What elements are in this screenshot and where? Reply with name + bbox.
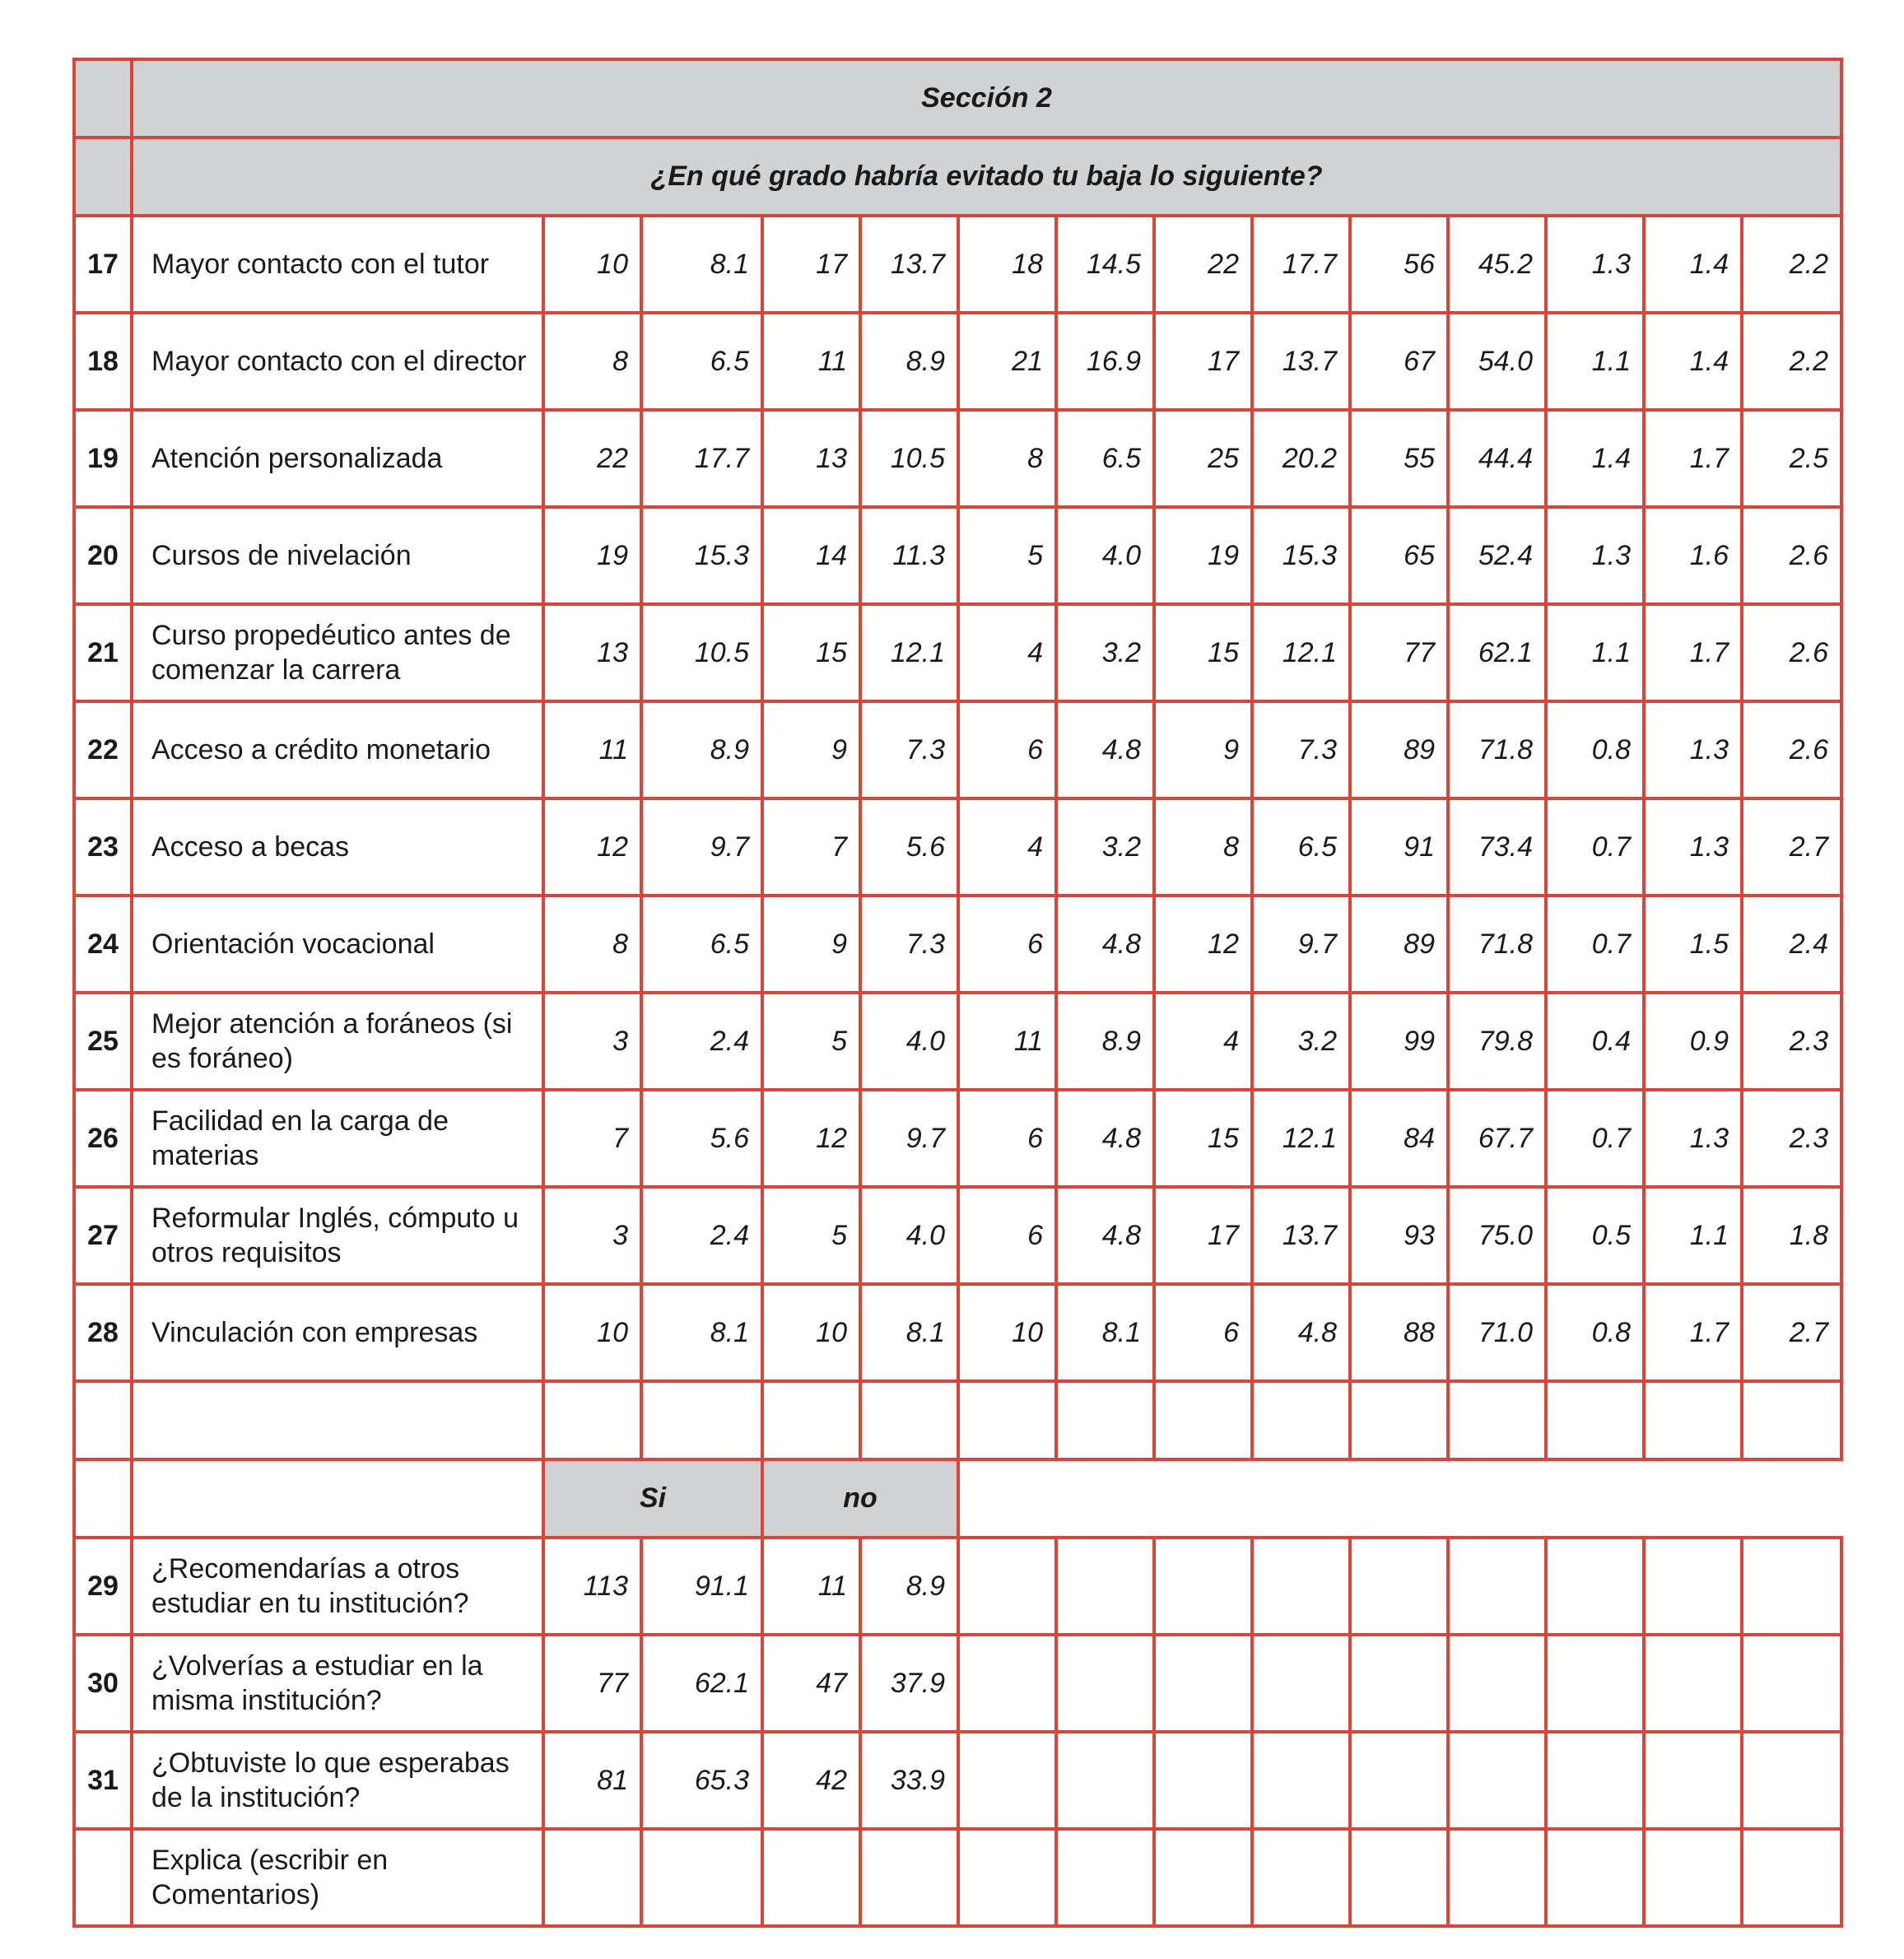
value-cell: 5.6	[860, 798, 958, 896]
empty-cell	[1546, 1538, 1644, 1635]
explain-row	[74, 1829, 1841, 1926]
value-cell: 0.9	[1644, 993, 1742, 1090]
value-cell: 8.1	[641, 1284, 762, 1381]
empty-cell	[543, 1381, 641, 1459]
empty-cell	[1742, 1732, 1841, 1829]
value-cell: 4.0	[860, 1187, 958, 1284]
value-cell: 8	[1154, 798, 1252, 896]
value-cell: 17	[1154, 1187, 1252, 1284]
value-cell: 9.7	[860, 1090, 958, 1187]
value-cell: 5.6	[641, 1090, 762, 1187]
value-cell: 9	[1154, 701, 1252, 798]
empty-cell	[1252, 1381, 1350, 1459]
value-cell: 113	[543, 1538, 641, 1635]
value-cell: 12.1	[1252, 1090, 1350, 1187]
item-label: Mayor contacto con el tutor	[132, 216, 543, 313]
empty-cell	[74, 1829, 132, 1926]
value-cell: 18	[958, 216, 1056, 313]
empty-cell	[1154, 1829, 1252, 1926]
value-cell: 91	[1350, 798, 1448, 896]
value-cell: 6	[1154, 1284, 1252, 1381]
blank-row	[74, 1381, 1841, 1459]
item-label: Mayor contacto con el director	[132, 313, 543, 410]
item-number: 18	[74, 313, 132, 410]
item-label: ¿Recomendarías a otros estudiar en tu institución?	[132, 1538, 543, 1635]
item-label: Atención personalizada	[132, 410, 543, 507]
value-cell: 3	[543, 1187, 641, 1284]
value-cell: 1.5	[1644, 896, 1742, 993]
empty-cell	[958, 1732, 1056, 1829]
empty-cell	[1154, 1635, 1252, 1732]
value-cell: 15	[762, 604, 860, 701]
no-header: no	[762, 1459, 958, 1538]
table-row	[74, 798, 1841, 896]
table-row	[74, 993, 1841, 1090]
empty-cell	[1350, 1538, 1448, 1635]
item-number: 20	[74, 507, 132, 604]
empty-cell	[860, 1381, 958, 1459]
value-cell: 44.4	[1448, 410, 1546, 507]
value-cell: 11	[762, 313, 860, 410]
value-cell: 1.4	[1644, 313, 1742, 410]
value-cell: 11	[762, 1538, 860, 1635]
value-cell: 4.8	[1056, 1090, 1154, 1187]
value-cell: 15.3	[641, 507, 762, 604]
value-cell: 6	[958, 701, 1056, 798]
item-number: 25	[74, 993, 132, 1090]
value-cell: 4.8	[1056, 896, 1154, 993]
item-label: Facilidad en la carga de materias	[132, 1090, 543, 1187]
value-cell: 2.7	[1742, 798, 1841, 896]
table-row	[74, 1635, 1841, 1732]
value-cell: 5	[762, 1187, 860, 1284]
value-cell: 7.3	[1252, 701, 1350, 798]
value-cell: 13	[543, 604, 641, 701]
value-cell: 4.0	[860, 993, 958, 1090]
value-cell: 73.4	[1448, 798, 1546, 896]
empty-cell	[1350, 1829, 1448, 1926]
empty-cell	[1448, 1732, 1546, 1829]
value-cell: 17	[1154, 313, 1252, 410]
empty-cell	[1448, 1635, 1546, 1732]
value-cell: 1.3	[1644, 1090, 1742, 1187]
value-cell: 67.7	[1448, 1090, 1546, 1187]
value-cell: 93	[1350, 1187, 1448, 1284]
value-cell: 88	[1350, 1284, 1448, 1381]
value-cell: 6	[958, 1090, 1056, 1187]
value-cell: 77	[543, 1635, 641, 1732]
table-row	[74, 410, 1841, 507]
item-number: 19	[74, 410, 132, 507]
value-cell: 54.0	[1448, 313, 1546, 410]
empty-cell	[1546, 1381, 1644, 1459]
item-label: Reformular Inglés, cómputo u otros requisitos	[132, 1187, 543, 1284]
empty-cell	[958, 1635, 1056, 1732]
empty-cell	[1056, 1829, 1154, 1926]
value-cell: 1.4	[1644, 216, 1742, 313]
item-label: Mejor atención a foráneos (si es foráneo)	[132, 993, 543, 1090]
table-row	[74, 896, 1841, 993]
item-number: 22	[74, 701, 132, 798]
empty-cell	[1448, 1381, 1546, 1459]
value-cell: 67	[1350, 313, 1448, 410]
value-cell: 84	[1350, 1090, 1448, 1187]
value-cell: 10	[543, 1284, 641, 1381]
value-cell: 71.8	[1448, 896, 1546, 993]
yes-no-header-row	[74, 1459, 1841, 1538]
table-row	[74, 1187, 1841, 1284]
empty-cell	[1056, 1381, 1154, 1459]
value-cell: 8	[543, 896, 641, 993]
value-cell: 7.3	[860, 701, 958, 798]
item-number: 28	[74, 1284, 132, 1381]
value-cell: 56	[1350, 216, 1448, 313]
value-cell: 37.9	[860, 1635, 958, 1732]
empty-cell	[1546, 1732, 1644, 1829]
table-row	[74, 1090, 1841, 1187]
table-row	[74, 507, 1841, 604]
item-number: 27	[74, 1187, 132, 1284]
item-number: 26	[74, 1090, 132, 1187]
item-label: Orientación vocacional	[132, 896, 543, 993]
value-cell: 0.7	[1546, 1090, 1644, 1187]
value-cell: 6.5	[641, 896, 762, 993]
explain-label: Explica (escribir en Comentarios)	[132, 1829, 543, 1926]
value-cell: 52.4	[1448, 507, 1546, 604]
empty-cell	[958, 1829, 1056, 1926]
value-cell: 13.7	[1252, 1187, 1350, 1284]
value-cell: 8.1	[860, 1284, 958, 1381]
empty-area	[958, 1459, 1841, 1538]
value-cell: 8	[543, 313, 641, 410]
item-label: ¿Volverías a estudiar en la misma institución?	[132, 1635, 543, 1732]
empty-cell	[762, 1829, 860, 1926]
empty-cell	[1742, 1829, 1841, 1926]
item-number: 29	[74, 1538, 132, 1635]
value-cell: 12	[1154, 896, 1252, 993]
value-cell: 12	[762, 1090, 860, 1187]
value-cell: 15.3	[1252, 507, 1350, 604]
value-cell: 2.3	[1742, 993, 1841, 1090]
empty-cell	[1742, 1381, 1841, 1459]
value-cell: 13.7	[860, 216, 958, 313]
value-cell: 4.8	[1056, 1187, 1154, 1284]
empty-cell	[74, 1459, 132, 1538]
value-cell: 91.1	[641, 1538, 762, 1635]
empty-cell	[1448, 1829, 1546, 1926]
value-cell: 42	[762, 1732, 860, 1829]
value-cell: 79.8	[1448, 993, 1546, 1090]
value-cell: 20.2	[1252, 410, 1350, 507]
item-label: Acceso a becas	[132, 798, 543, 896]
empty-cell	[1252, 1829, 1350, 1926]
section-title: Sección 2	[132, 59, 1841, 137]
value-cell: 19	[1154, 507, 1252, 604]
empty-cell	[860, 1829, 958, 1926]
value-cell: 10	[958, 1284, 1056, 1381]
corner-cell	[74, 137, 132, 216]
value-cell: 6	[958, 896, 1056, 993]
value-cell: 2.4	[641, 1187, 762, 1284]
value-cell: 15	[1154, 1090, 1252, 1187]
table-row	[74, 1538, 1841, 1635]
value-cell: 19	[543, 507, 641, 604]
empty-cell	[958, 1381, 1056, 1459]
value-cell: 65.3	[641, 1732, 762, 1829]
value-cell: 89	[1350, 701, 1448, 798]
item-label: ¿Obtuviste lo que esperabas de la institución?	[132, 1732, 543, 1829]
value-cell: 1.8	[1742, 1187, 1841, 1284]
value-cell: 2.3	[1742, 1090, 1841, 1187]
value-cell: 62.1	[1448, 604, 1546, 701]
value-cell: 17.7	[641, 410, 762, 507]
value-cell: 1.3	[1644, 701, 1742, 798]
value-cell: 13	[762, 410, 860, 507]
value-cell: 0.8	[1546, 1284, 1644, 1381]
value-cell: 5	[958, 507, 1056, 604]
value-cell: 17	[762, 216, 860, 313]
value-cell: 1.3	[1644, 798, 1742, 896]
value-cell: 1.1	[1644, 1187, 1742, 1284]
value-cell: 81	[543, 1732, 641, 1829]
value-cell: 8.9	[860, 313, 958, 410]
value-cell: 1.3	[1546, 507, 1644, 604]
empty-cell	[132, 1459, 543, 1538]
empty-cell	[1644, 1381, 1742, 1459]
empty-cell	[132, 1381, 543, 1459]
empty-cell	[1448, 1538, 1546, 1635]
item-label: Acceso a crédito monetario	[132, 701, 543, 798]
item-label: Vinculación con empresas	[132, 1284, 543, 1381]
value-cell: 11	[543, 701, 641, 798]
question-title: ¿En qué grado habría evitado tu baja lo siguiente?	[132, 137, 1841, 216]
value-cell: 4.0	[1056, 507, 1154, 604]
table-row	[74, 604, 1841, 701]
item-number: 31	[74, 1732, 132, 1829]
value-cell: 11	[958, 993, 1056, 1090]
value-cell: 1.4	[1546, 410, 1644, 507]
value-cell: 4	[958, 604, 1056, 701]
empty-cell	[1252, 1635, 1350, 1732]
empty-cell	[1742, 1635, 1841, 1732]
value-cell: 17.7	[1252, 216, 1350, 313]
value-cell: 9.7	[1252, 896, 1350, 993]
item-number: 24	[74, 896, 132, 993]
value-cell: 8.9	[1056, 993, 1154, 1090]
table-row	[74, 216, 1841, 313]
empty-cell	[1154, 1732, 1252, 1829]
value-cell: 1.6	[1644, 507, 1742, 604]
empty-cell	[1154, 1538, 1252, 1635]
value-cell: 2.2	[1742, 216, 1841, 313]
value-cell: 9	[762, 701, 860, 798]
value-cell: 10.5	[641, 604, 762, 701]
empty-cell	[1056, 1635, 1154, 1732]
empty-cell	[641, 1381, 762, 1459]
value-cell: 2.5	[1742, 410, 1841, 507]
empty-cell	[1154, 1381, 1252, 1459]
value-cell: 22	[543, 410, 641, 507]
value-cell: 2.7	[1742, 1284, 1841, 1381]
value-cell: 99	[1350, 993, 1448, 1090]
value-cell: 10.5	[860, 410, 958, 507]
value-cell: 47	[762, 1635, 860, 1732]
empty-cell	[1644, 1538, 1742, 1635]
value-cell: 6	[958, 1187, 1056, 1284]
item-number: 30	[74, 1635, 132, 1732]
value-cell: 77	[1350, 604, 1448, 701]
table-row	[74, 1284, 1841, 1381]
value-cell: 7	[762, 798, 860, 896]
value-cell: 3	[543, 993, 641, 1090]
value-cell: 3.2	[1056, 798, 1154, 896]
table-row	[74, 313, 1841, 410]
empty-cell	[1546, 1635, 1644, 1732]
value-cell: 45.2	[1448, 216, 1546, 313]
question-row	[74, 137, 1841, 216]
empty-cell	[1546, 1829, 1644, 1926]
value-cell: 14	[762, 507, 860, 604]
value-cell: 5	[762, 993, 860, 1090]
empty-cell	[1644, 1829, 1742, 1926]
value-cell: 1.3	[1546, 216, 1644, 313]
value-cell: 9.7	[641, 798, 762, 896]
value-cell: 11.3	[860, 507, 958, 604]
value-cell: 10	[543, 216, 641, 313]
value-cell: 2.4	[641, 993, 762, 1090]
value-cell: 1.1	[1546, 604, 1644, 701]
value-cell: 4	[1154, 993, 1252, 1090]
empty-cell	[641, 1829, 762, 1926]
value-cell: 4.8	[1056, 701, 1154, 798]
value-cell: 2.6	[1742, 701, 1841, 798]
value-cell: 0.8	[1546, 701, 1644, 798]
empty-cell	[1644, 1732, 1742, 1829]
value-cell: 1.7	[1644, 410, 1742, 507]
empty-cell	[1252, 1538, 1350, 1635]
value-cell: 62.1	[641, 1635, 762, 1732]
value-cell: 12.1	[1252, 604, 1350, 701]
item-number: 23	[74, 798, 132, 896]
value-cell: 55	[1350, 410, 1448, 507]
empty-cell	[1350, 1381, 1448, 1459]
value-cell: 7.3	[860, 896, 958, 993]
table-row	[74, 701, 1841, 798]
empty-cell	[1056, 1538, 1154, 1635]
item-number: 17	[74, 216, 132, 313]
value-cell: 0.5	[1546, 1187, 1644, 1284]
value-cell: 71.8	[1448, 701, 1546, 798]
value-cell: 2.6	[1742, 604, 1841, 701]
value-cell: 8.9	[641, 701, 762, 798]
value-cell: 10	[762, 1284, 860, 1381]
value-cell: 4	[958, 798, 1056, 896]
value-cell: 8	[958, 410, 1056, 507]
value-cell: 9	[762, 896, 860, 993]
empty-cell	[762, 1381, 860, 1459]
value-cell: 8.1	[641, 216, 762, 313]
value-cell: 65	[1350, 507, 1448, 604]
value-cell: 2.6	[1742, 507, 1841, 604]
value-cell: 89	[1350, 896, 1448, 993]
item-number: 21	[74, 604, 132, 701]
value-cell: 1.1	[1546, 313, 1644, 410]
value-cell: 8.1	[1056, 1284, 1154, 1381]
value-cell: 3.2	[1056, 604, 1154, 701]
value-cell: 15	[1154, 604, 1252, 701]
value-cell: 6.5	[1056, 410, 1154, 507]
value-cell: 3.2	[1252, 993, 1350, 1090]
yes-header: Si	[543, 1459, 762, 1538]
empty-cell	[958, 1538, 1056, 1635]
item-label: Curso propedéutico antes de comenzar la carrera	[132, 604, 543, 701]
value-cell: 21	[958, 313, 1056, 410]
value-cell: 0.7	[1546, 896, 1644, 993]
value-cell: 25	[1154, 410, 1252, 507]
value-cell: 12	[543, 798, 641, 896]
item-label: Cursos de nivelación	[132, 507, 543, 604]
empty-cell	[74, 1381, 132, 1459]
value-cell: 0.4	[1546, 993, 1644, 1090]
table-row	[74, 1732, 1841, 1829]
value-cell: 16.9	[1056, 313, 1154, 410]
value-cell: 1.7	[1644, 1284, 1742, 1381]
value-cell: 71.0	[1448, 1284, 1546, 1381]
corner-cell	[74, 59, 132, 137]
empty-cell	[1350, 1732, 1448, 1829]
value-cell: 12.1	[860, 604, 958, 701]
empty-cell	[1056, 1732, 1154, 1829]
value-cell: 0.7	[1546, 798, 1644, 896]
empty-cell	[543, 1829, 641, 1926]
value-cell: 1.7	[1644, 604, 1742, 701]
value-cell: 6.5	[641, 313, 762, 410]
value-cell: 4.8	[1252, 1284, 1350, 1381]
value-cell: 13.7	[1252, 313, 1350, 410]
value-cell: 6.5	[1252, 798, 1350, 896]
value-cell: 2.2	[1742, 313, 1841, 410]
empty-cell	[1742, 1538, 1841, 1635]
empty-cell	[1350, 1635, 1448, 1732]
value-cell: 22	[1154, 216, 1252, 313]
value-cell: 7	[543, 1090, 641, 1187]
value-cell: 8.9	[860, 1538, 958, 1635]
empty-cell	[1644, 1635, 1742, 1732]
value-cell: 14.5	[1056, 216, 1154, 313]
survey-table	[72, 58, 1843, 1928]
empty-cell	[1252, 1732, 1350, 1829]
value-cell: 75.0	[1448, 1187, 1546, 1284]
section-title-row	[74, 59, 1841, 137]
value-cell: 2.4	[1742, 896, 1841, 993]
value-cell: 33.9	[860, 1732, 958, 1829]
